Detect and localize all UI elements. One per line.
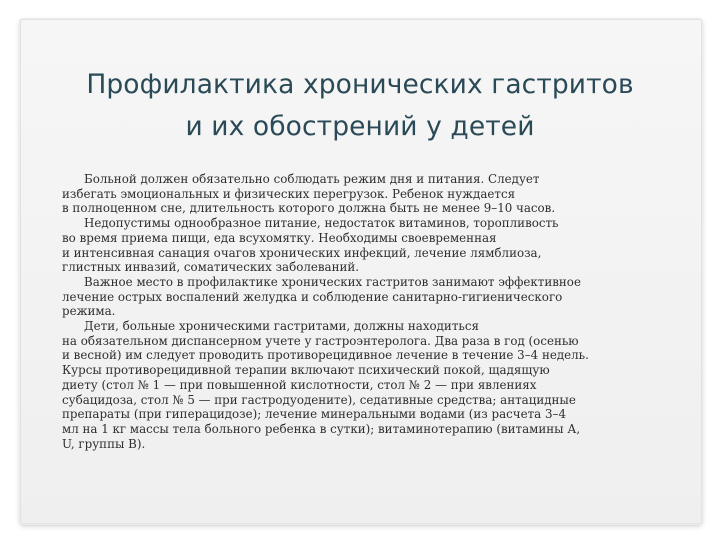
body-line: Важное место в профилактике хронических гастритов занимают эффективное [84, 274, 581, 289]
slide-title [40, 64, 680, 148]
body-line: Курсы противорецидивной терапии включают психический покой, щадящую [62, 363, 550, 378]
body-line: избегать эмоциональных и физических перегрузок. Ребенок нуждается [62, 186, 516, 201]
body-line: режима. [62, 304, 116, 319]
body-line: Дети, больные хроническими гастритами, должны находиться [84, 319, 479, 334]
body-line: Недопустимы однообразное питание, недостаток витаминов, торопливость [84, 216, 559, 231]
slide-title-line: и их обострений у детей [185, 111, 535, 142]
body-line: и весной) им следует проводить противорецидивное лечение в течение 3–4 недель. [62, 348, 589, 363]
body-line: диету (стол № 1 — при повышенной кислотности, стол № 2 — при явлениях [62, 377, 537, 392]
slide-body-text [62, 172, 686, 451]
body-line: субацидоза, стол № 5 — при гастродуодените), седативные средства; антацидные [62, 392, 576, 407]
body-line: и интенсивная санация очагов хронических инфекций, лечение лямблиоза, [62, 245, 542, 260]
body-line: лечение острых воспалений желудка и соблюдение санитарно-гигиенического [62, 289, 563, 304]
body-line: мл на 1 кг массы тела больного ребенка в сутки); витаминотерапию (витамины А, [62, 421, 581, 436]
body-line: на обязательном диспансерном учете у гастроэнтеролога. Два раза в год (осенью [62, 333, 579, 348]
slide-title-line: Профилактика хронических гастритов [86, 69, 634, 100]
body-line: глистных инвазий, соматических заболеваний. [62, 260, 360, 275]
body-line: Больной должен обязательно соблюдать режим дня и питания. Следует [84, 172, 540, 186]
body-line: препараты (при гиперацидозе); лечение минеральными водами (из расчета 3–4 [62, 407, 567, 422]
body-line: U, группы В). [62, 436, 146, 451]
body-line: во время приема пищи, еда всухомятку. Необходимы своевременная [62, 230, 497, 245]
body-line: в полноценном сне, длительность которого должна быть не менее 9–10 часов. [62, 201, 556, 216]
